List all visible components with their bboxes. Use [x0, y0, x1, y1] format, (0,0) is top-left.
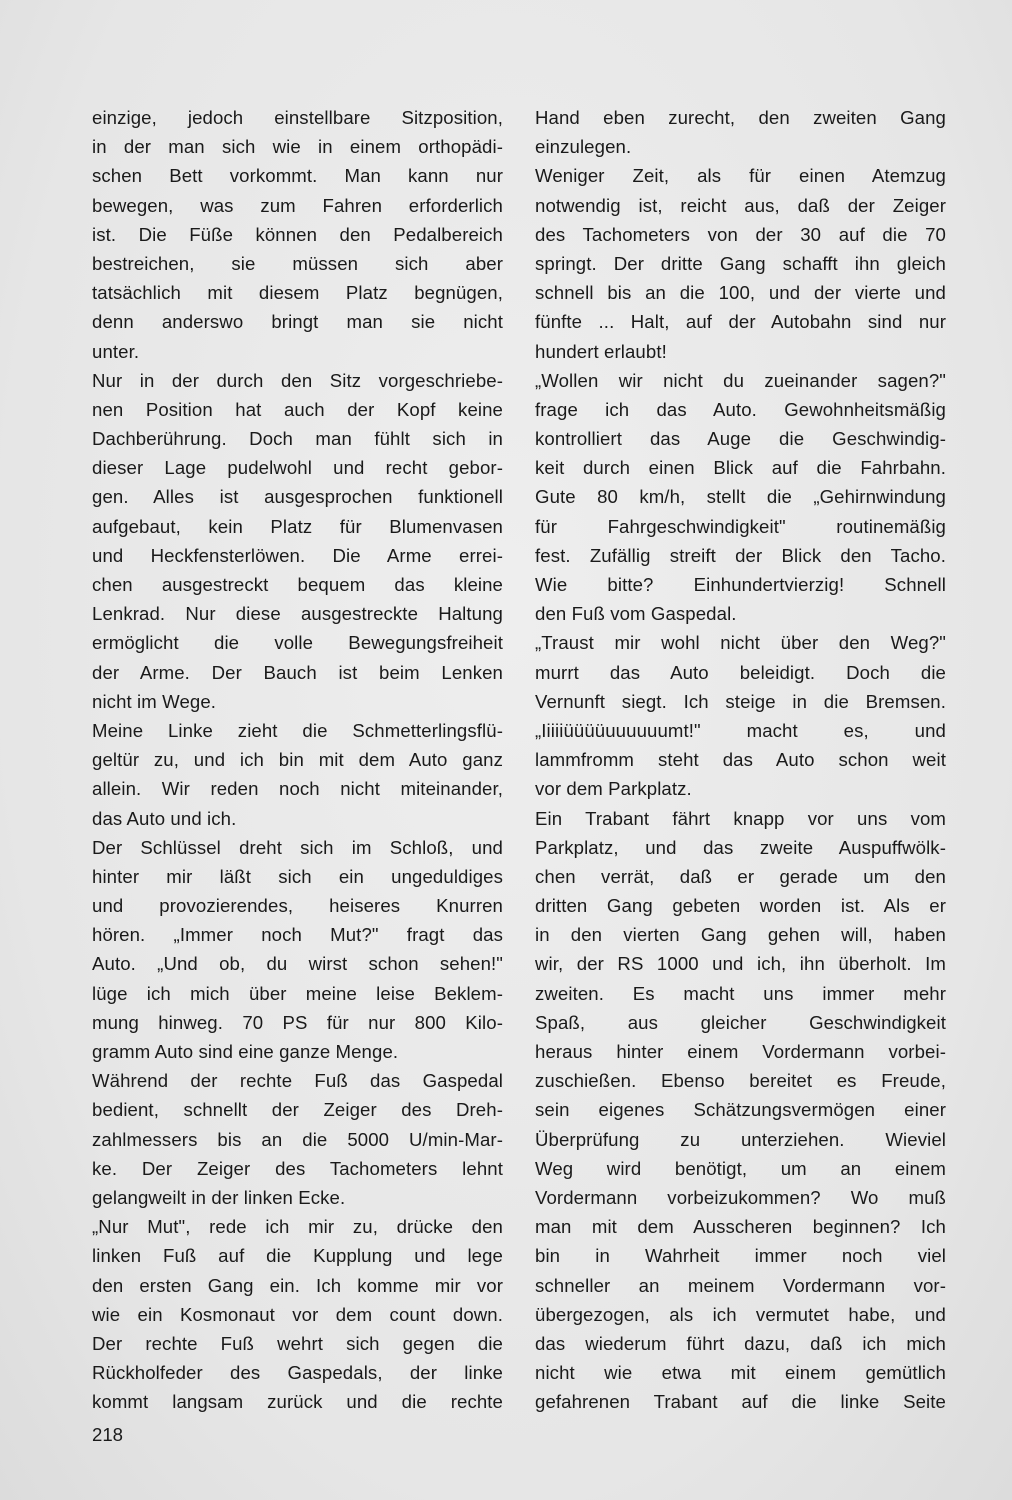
text-line: zuschießen. Ebenso bereitet es Freude, [535, 1070, 946, 1092]
text-line: nen Position hat auch der Kopf keine [92, 398, 503, 420]
text-line: unter. [92, 340, 140, 362]
text-line: denn anderswo bringt man sie nicht [92, 311, 503, 333]
text-line: linken Fuß auf die Kupplung und lege [92, 1245, 503, 1267]
text-line: „Traust mir wohl nicht über den Weg?" [535, 632, 946, 654]
text-line: zweiten. Es macht uns immer mehr [535, 982, 946, 1004]
text-line: vor dem Parkplatz. [535, 778, 692, 800]
text-line: aufgebaut, kein Platz für Blumenvasen [92, 515, 503, 537]
text-line: Überprüfung zu unterziehen. Wieviel [535, 1128, 946, 1150]
text-line: springt. Der dritte Gang schafft ihn gleich [535, 252, 946, 274]
text-line: „Wollen wir nicht du zueinander sagen?" [535, 369, 946, 391]
text-line: Vordermann vorbeizukommen? Wo muß [535, 1186, 946, 1208]
text-line: kontrolliert das Auge die Geschwindig- [535, 428, 946, 450]
text-line: kommt langsam zurück und die rechte [92, 1391, 503, 1413]
text-line: wie ein Kosmonaut vor dem count down. [92, 1303, 503, 1325]
text-line: einzulegen. [535, 136, 632, 158]
text-line: Der Schlüssel dreht sich im Schloß, und [92, 836, 503, 858]
text-line: schneller an meinem Vordermann vor- [535, 1274, 946, 1296]
text-line: fest. Zufällig streift der Blick den Tacho. [535, 544, 946, 566]
left-text-column [92, 103, 503, 1416]
text-line: ke. Der Zeiger des Tachometers lehnt [92, 1157, 503, 1179]
text-line: Wie bitte? Einhundertvierzig! Schnell [535, 574, 946, 595]
text-line: man mit dem Ausscheren beginnen? Ich [535, 1216, 946, 1238]
text-line: Spaß, aus gleicher Geschwindigkeit [535, 1011, 946, 1033]
text-line: lammfromm steht das Auto schon weit [535, 749, 946, 771]
text-line: „Iiiiiüüüüuuuuuumt!" macht es, und [535, 719, 946, 741]
text-line: gramm Auto sind eine ganze Menge. [92, 1041, 399, 1062]
text-line: Dachberührung. Doch man fühlt sich in [92, 428, 503, 450]
text-line: zahlmessers bis an die 5000 U/min-Mar- [92, 1128, 503, 1150]
text-line: für Fahrgeschwindigkeit" routinemäßig [535, 515, 946, 537]
text-line: keit durch einen Blick auf die Fahrbahn. [535, 457, 946, 479]
text-line: murrt das Auto beleidigt. Doch die [535, 661, 946, 683]
text-line: nicht wie etwa mit einem gemütlich [535, 1362, 946, 1384]
text-line: bestreichen, sie müssen sich aber [92, 252, 503, 274]
text-line: frage ich das Auto. Gewohnheitsmäßig [535, 398, 946, 420]
text-line: der Arme. Der Bauch ist beim Lenken [92, 661, 503, 683]
text-line: bewegen, was zum Fahren erforderlich [92, 194, 503, 216]
text-line: notwendig ist, reicht aus, daß der Zeiger [535, 194, 946, 216]
text-line: nicht im Wege. [92, 690, 217, 712]
text-line: chen ausgestreckt bequem das kleine [92, 574, 503, 595]
text-line: tatsächlich mit diesem Platz begnügen, [92, 282, 503, 304]
text-line: Lenkrad. Nur diese ausgestreckte Haltung [92, 603, 503, 625]
text-line: Weg wird benötigt, um an einem [535, 1157, 946, 1179]
text-line: Gute 80 km/h, stellt die „Gehirnwindung [535, 486, 946, 508]
text-line: und provozierendes, heiseres Knurren [92, 895, 503, 917]
text-line: bedient, schnellt der Zeiger des Dreh- [92, 1099, 503, 1121]
text-line: schnell bis an die 100, und der vierte und [535, 282, 946, 304]
text-line: Vernunft siegt. Ich steige in die Bremsen. [535, 690, 946, 712]
text-line: wir, der RS 1000 und ich, ihn überholt. Im [535, 953, 946, 975]
text-line: Ein Trabant fährt knapp vor uns vom [535, 807, 946, 829]
text-line: dritten Gang gebeten worden ist. Als er [535, 895, 946, 917]
text-line: ermöglicht die volle Bewegungsfreiheit [92, 632, 503, 654]
text-line: das Auto und ich. [92, 807, 237, 829]
text-line: sein eigenes Schätzungsvermögen einer [535, 1099, 946, 1121]
text-line: allein. Wir reden noch nicht miteinander, [92, 778, 503, 800]
text-line: Der rechte Fuß wehrt sich gegen die [92, 1332, 503, 1354]
text-line: lüge ich mich über meine leise Beklem- [92, 982, 503, 1004]
text-line: hundert erlaubt! [535, 340, 667, 362]
text-line: geltür zu, und ich bin mit dem Auto ganz [92, 749, 503, 771]
text-line: fünfte ... Halt, auf der Autobahn sind nur [535, 311, 946, 333]
text-line: den Fuß vom Gaspedal. [535, 603, 737, 625]
text-line: in der man sich wie in einem orthopädi- [92, 136, 503, 158]
text-line: Nur in der durch den Sitz vorgeschriebe- [92, 369, 503, 391]
text-line: Parkplatz, und das zweite Auspuffwölk- [535, 836, 946, 858]
text-line: mung hinweg. 70 PS für nur 800 Kilo- [92, 1011, 503, 1033]
right-text-column [535, 103, 946, 1416]
text-line: schen Bett vorkommt. Man kann nur [92, 165, 503, 187]
text-line: gefahrenen Trabant auf die linke Seite [535, 1391, 946, 1413]
text-line: des Tachometers von der 30 auf die 70 [535, 223, 946, 245]
text-line: Während der rechte Fuß das Gaspedal [92, 1070, 503, 1092]
text-line: hinter mir läßt sich ein ungeduldiges [92, 865, 503, 887]
text-line: Weniger Zeit, als für einen Atemzug [535, 165, 946, 187]
text-line: ist. Die Füße können den Pedalbereich [92, 223, 503, 245]
text-line: den ersten Gang ein. Ich komme mir vor [92, 1274, 503, 1296]
text-line: einzige, jedoch einstellbare Sitzposition, [92, 107, 503, 128]
page-number: 218 [92, 1424, 124, 1445]
text-line: gelangweilt in der linken Ecke. [92, 1186, 346, 1208]
text-line: das wiederum führt dazu, daß ich mich [535, 1332, 946, 1354]
text-line: Meine Linke zieht die Schmetterlingsflü- [92, 719, 503, 741]
text-line: heraus hinter einem Vordermann vorbei- [535, 1041, 946, 1062]
text-line: dieser Lage pudelwohl und recht gebor- [92, 457, 503, 479]
text-line: und Heckfensterlöwen. Die Arme errei- [92, 544, 503, 566]
text-line: Auto. „Und ob, du wirst schon sehen!" [92, 953, 503, 975]
text-line: Rückholfeder des Gaspedals, der linke [92, 1362, 503, 1384]
text-line: chen verrät, daß er gerade um den [535, 865, 946, 887]
text-line: hören. „Immer noch Mut?" fragt das [92, 924, 503, 946]
text-line: übergezogen, als ich vermutet habe, und [535, 1303, 946, 1325]
text-line: in den vierten Gang gehen will, haben [535, 924, 946, 946]
text-line: Hand eben zurecht, den zweiten Gang [535, 107, 946, 128]
text-line: bin in Wahrheit immer noch viel [535, 1245, 946, 1267]
text-line: „Nur Mut", rede ich mir zu, drücke den [92, 1216, 503, 1238]
text-line: gen. Alles ist ausgesprochen funktionell [92, 486, 503, 508]
